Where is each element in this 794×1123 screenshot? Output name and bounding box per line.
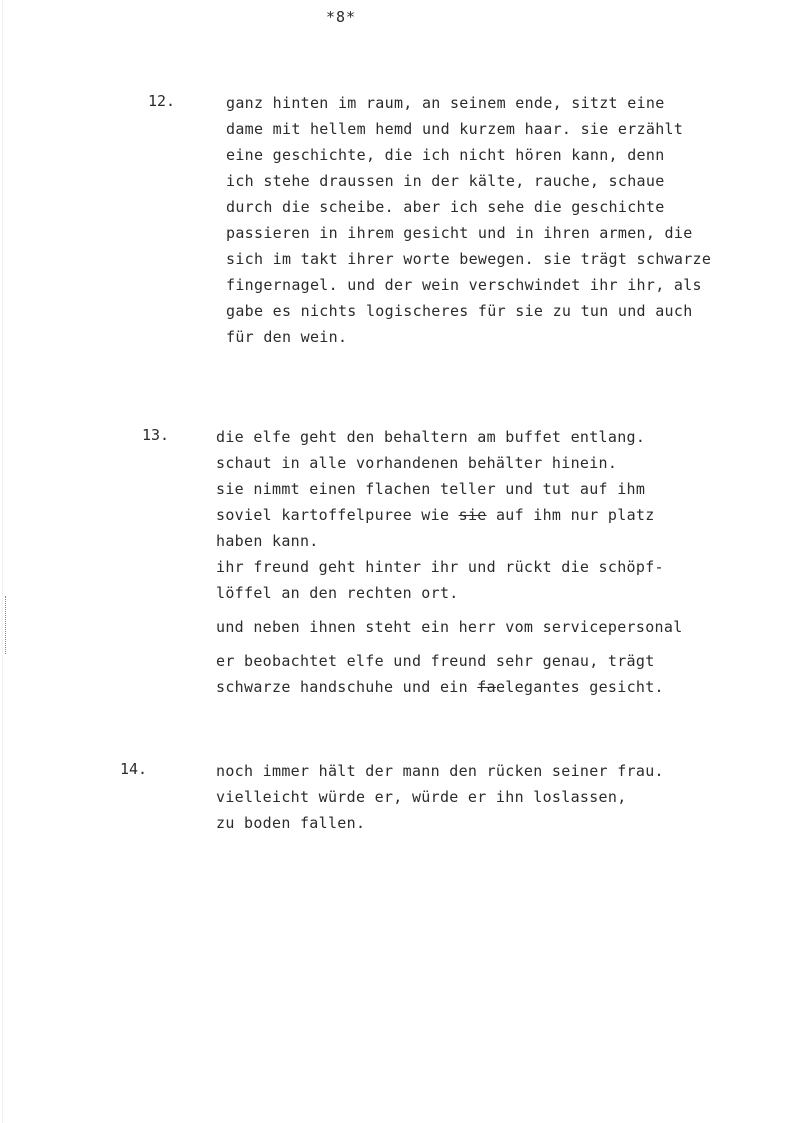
struck-word: fa xyxy=(477,678,496,696)
text-line: vielleicht würde er, würde er ihn loslassen, xyxy=(216,788,627,806)
text-line: die elfe geht den behaltern am buffet entlang. xyxy=(216,428,646,446)
text-line: noch immer hält der mann den rücken seiner frau. xyxy=(216,762,664,780)
section-number: 14. xyxy=(120,760,148,778)
text-line: ich stehe draussen in der kälte, rauche, schaue xyxy=(226,172,665,190)
text-line-with-correction xyxy=(216,502,683,528)
text-line: sich im takt ihrer worte bewegen. sie trägt schwarze xyxy=(226,250,712,268)
text-fragment: schwarze handschuhe und ein xyxy=(216,678,478,696)
text-line: ganz hinten im raum, an seinem ende, sitzt eine xyxy=(226,94,665,112)
text-line: eine geschichte, die ich nicht hören kann, denn xyxy=(226,146,665,164)
text-line: schaut in alle vorhandenen behälter hinein. xyxy=(216,454,618,472)
section-text xyxy=(216,424,683,700)
text-fragment: soviel kartoffelpuree wie xyxy=(216,506,459,524)
text-line: ihr freund geht hinter ihr und rückt die schöpf- xyxy=(216,558,664,576)
text-line: sie nimmt einen flachen teller und tut auf ihm xyxy=(216,480,646,498)
text-line: löffel an den rechten ort. xyxy=(216,584,459,602)
text-line-with-correction xyxy=(216,674,683,700)
section-text xyxy=(216,758,664,836)
text-line: und neben ihnen steht ein herr vom servicepersonal xyxy=(216,618,683,636)
text-fragment: auf ihm nur platz xyxy=(486,506,655,524)
text-line: er beobachtet elfe und freund sehr genau, trägt xyxy=(216,652,655,670)
text-fragment: elegantes gesicht. xyxy=(495,678,664,696)
margin-mark xyxy=(5,596,8,654)
text-line: für den wein. xyxy=(226,328,348,346)
text-line: haben kann. xyxy=(216,532,319,550)
section-number: 13. xyxy=(142,426,170,444)
text-line: passieren in ihrem gesicht und in ihren armen, die xyxy=(226,224,693,242)
section-text xyxy=(226,90,711,350)
text-line: durch die scheibe. aber ich sehe die geschichte xyxy=(226,198,665,216)
text-line: gabe es nichts logischeres für sie zu tun und auch xyxy=(226,302,693,320)
text-line: zu boden fallen. xyxy=(216,814,366,832)
struck-word: sie xyxy=(458,506,487,524)
text-line: dame mit hellem hemd und kurzem haar. sie erzählt xyxy=(226,120,684,138)
page-number: *8* xyxy=(326,8,357,26)
text-line: fingernagel. und der wein verschwindet ihr ihr, als xyxy=(226,276,702,294)
scan-edge xyxy=(2,0,3,1123)
section-number: 12. xyxy=(148,92,176,110)
